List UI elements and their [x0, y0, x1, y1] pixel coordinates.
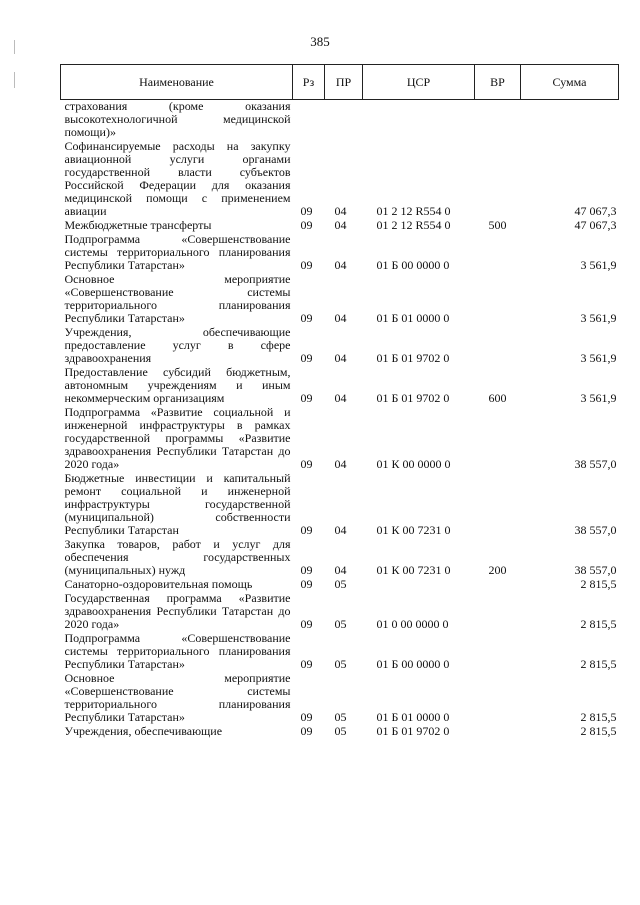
- cell-pr: [325, 100, 363, 141]
- table-row: [61, 100, 619, 141]
- cell-sum: 3 561,9: [580, 351, 617, 365]
- cell-vr: [475, 140, 521, 219]
- cell-sum: 3 561,9: [580, 391, 617, 405]
- cell-rz: 09: [300, 457, 313, 471]
- cell-name: Бюджетные инвестиции и капитальный ремонт социальной и инженерной инфраструктуры государственной (муниципальной) собственности Республики Татарстан: [64, 471, 291, 537]
- cell-pr: 04: [334, 218, 347, 232]
- cell-vr: [475, 632, 521, 672]
- header-rz: Рз: [293, 65, 325, 100]
- cell-vr: [475, 578, 521, 592]
- cell-sum: 2 815,5: [580, 657, 617, 671]
- cell-sum: 38 557,0: [574, 523, 617, 537]
- cell-vr: [475, 672, 521, 725]
- table-row: [61, 273, 619, 326]
- table-row: [61, 233, 619, 273]
- cell-rz: 09: [300, 617, 313, 631]
- header-csr: ЦСР: [363, 65, 475, 100]
- cell-pr: 04: [334, 204, 347, 218]
- cell-csr: [363, 578, 475, 592]
- cell-csr: 01 Б 01 0000 0: [376, 710, 450, 724]
- cell-rz: 09: [300, 577, 313, 591]
- cell-sum: 2 815,5: [580, 710, 617, 724]
- table-row: [61, 725, 619, 739]
- cell-pr: 04: [334, 258, 347, 272]
- cell-rz: 09: [300, 351, 313, 365]
- cell-vr: 600: [488, 391, 507, 405]
- cell-vr: [475, 233, 521, 273]
- header-vr: ВР: [475, 65, 521, 100]
- cell-vr: [475, 592, 521, 632]
- table-row: [61, 140, 619, 219]
- cell-sum: 47 067,3: [574, 218, 617, 232]
- cell-pr: 04: [334, 523, 347, 537]
- cell-name: Предоставление субсидий бюджетным, автономным учреждениям и иным некоммерческим организациям: [64, 365, 291, 405]
- cell-pr: 04: [334, 563, 347, 577]
- cell-rz: 09: [300, 391, 313, 405]
- cell-pr: 05: [334, 710, 347, 724]
- cell-sum: 2 815,5: [580, 724, 617, 738]
- table-row: [61, 538, 619, 578]
- cell-name: Основное мероприятие «Совершенствование системы территориального планирования Республики Татарстан»: [64, 272, 291, 325]
- cell-name: Санаторно-оздоровительная помощь: [64, 577, 253, 591]
- cell-vr: 500: [488, 218, 507, 232]
- table-row: [61, 472, 619, 538]
- table-row: [61, 632, 619, 672]
- table-body: [61, 100, 619, 740]
- cell-name: Подпрограмма «Совершенствование системы территориального планирования Республики Татарстан»: [64, 232, 291, 272]
- cell-csr: 01 К 00 7231 0: [376, 523, 451, 537]
- cell-vr: [475, 472, 521, 538]
- cell-csr: 01 К 00 0000 0: [376, 457, 451, 471]
- cell-name: Подпрограмма «Совершенствование системы территориального планирования Республики Татарстан»: [64, 631, 291, 671]
- cell-vr: 200: [488, 563, 507, 577]
- budget-table: [60, 64, 619, 739]
- cell-vr: [475, 725, 521, 739]
- cell-name: Учреждения, обеспечивающие: [64, 724, 223, 738]
- table-row: [61, 366, 619, 406]
- cell-name: Софинансируемые расходы на закупку авиационной услуги органами государственной власти субъектов Российской Федерации для оказания медицинской помощи с применением авиации: [64, 139, 291, 218]
- table-row: [61, 672, 619, 725]
- cell-sum: 2 815,5: [580, 577, 617, 591]
- cell-csr: 01 Б 00 0000 0: [376, 657, 450, 671]
- cell-rz: [293, 100, 325, 141]
- table-row: [61, 578, 619, 592]
- cell-pr: 05: [334, 577, 347, 591]
- cell-pr: 04: [334, 351, 347, 365]
- margin-mark: [14, 72, 15, 88]
- cell-rz: 09: [300, 724, 313, 738]
- cell-sum: 3 561,9: [580, 311, 617, 325]
- header-sum: Сумма: [521, 65, 619, 100]
- cell-vr: [475, 406, 521, 472]
- table-row: [61, 219, 619, 233]
- table-row: [61, 326, 619, 366]
- cell-name: Учреждения, обеспечивающие предоставление услуг в сфере здравоохранения: [64, 325, 291, 365]
- cell-csr: 01 Б 01 0000 0: [376, 311, 450, 325]
- cell-rz: 09: [300, 311, 313, 325]
- cell-csr: 01 Б 01 9702 0: [376, 391, 450, 405]
- cell-rz: 09: [300, 710, 313, 724]
- cell-rz: 09: [300, 523, 313, 537]
- cell-name: Межбюджетные трансферты: [64, 218, 212, 232]
- header-name: Наименование: [61, 65, 293, 100]
- cell-vr: [475, 273, 521, 326]
- cell-sum: [521, 100, 619, 141]
- cell-pr: 05: [334, 657, 347, 671]
- cell-rz: 09: [300, 563, 313, 577]
- cell-sum: 38 557,0: [574, 457, 617, 471]
- cell-sum: 3 561,9: [580, 258, 617, 272]
- cell-name: Государственная программа «Развитие здравоохранения Республики Татарстан до 2020 года»: [64, 591, 291, 631]
- cell-csr: 01 0 00 0000 0: [376, 617, 449, 631]
- cell-csr: 01 Б 01 9702 0: [376, 351, 450, 365]
- table-row: [61, 406, 619, 472]
- cell-pr: 05: [334, 724, 347, 738]
- cell-vr: [475, 100, 521, 141]
- cell-pr: 05: [334, 617, 347, 631]
- cell-rz: 09: [300, 657, 313, 671]
- cell-csr: 01 К 00 7231 0: [376, 563, 451, 577]
- cell-csr: 01 2 12 R554 0: [376, 204, 451, 218]
- cell-sum: 38 557,0: [574, 563, 617, 577]
- cell-name: Подпрограмма «Развитие социальной и инженерной инфраструктуры в рамках государственной программы «Развитие здравоохранения Республики Татарстан до 2020 года»: [64, 405, 291, 471]
- cell-sum: 2 815,5: [580, 617, 617, 631]
- cell-name: Закупка товаров, работ и услуг для обеспечения государственных (муниципальных) нужд: [64, 537, 291, 577]
- table-row: [61, 592, 619, 632]
- cell-rz: 09: [300, 218, 313, 232]
- cell-csr: 01 Б 00 0000 0: [376, 258, 450, 272]
- cell-csr: 01 2 12 R554 0: [376, 218, 451, 232]
- cell-pr: 04: [334, 311, 347, 325]
- cell-pr: 04: [334, 391, 347, 405]
- cell-rz: 09: [300, 204, 313, 218]
- cell-name: страхования (кроме оказания высокотехнологичной медицинской помощи)»: [64, 99, 291, 139]
- table-header-row: [61, 65, 619, 100]
- cell-name: Основное мероприятие «Совершенствование системы территориального планирования Республики Татарстан»: [64, 671, 291, 724]
- cell-csr: [363, 100, 475, 141]
- cell-csr: 01 Б 01 9702 0: [376, 724, 450, 738]
- cell-sum: 47 067,3: [574, 204, 617, 218]
- cell-rz: 09: [300, 258, 313, 272]
- cell-pr: 04: [334, 457, 347, 471]
- page-number: 385: [310, 34, 330, 49]
- header-pr: ПР: [325, 65, 363, 100]
- cell-vr: [475, 326, 521, 366]
